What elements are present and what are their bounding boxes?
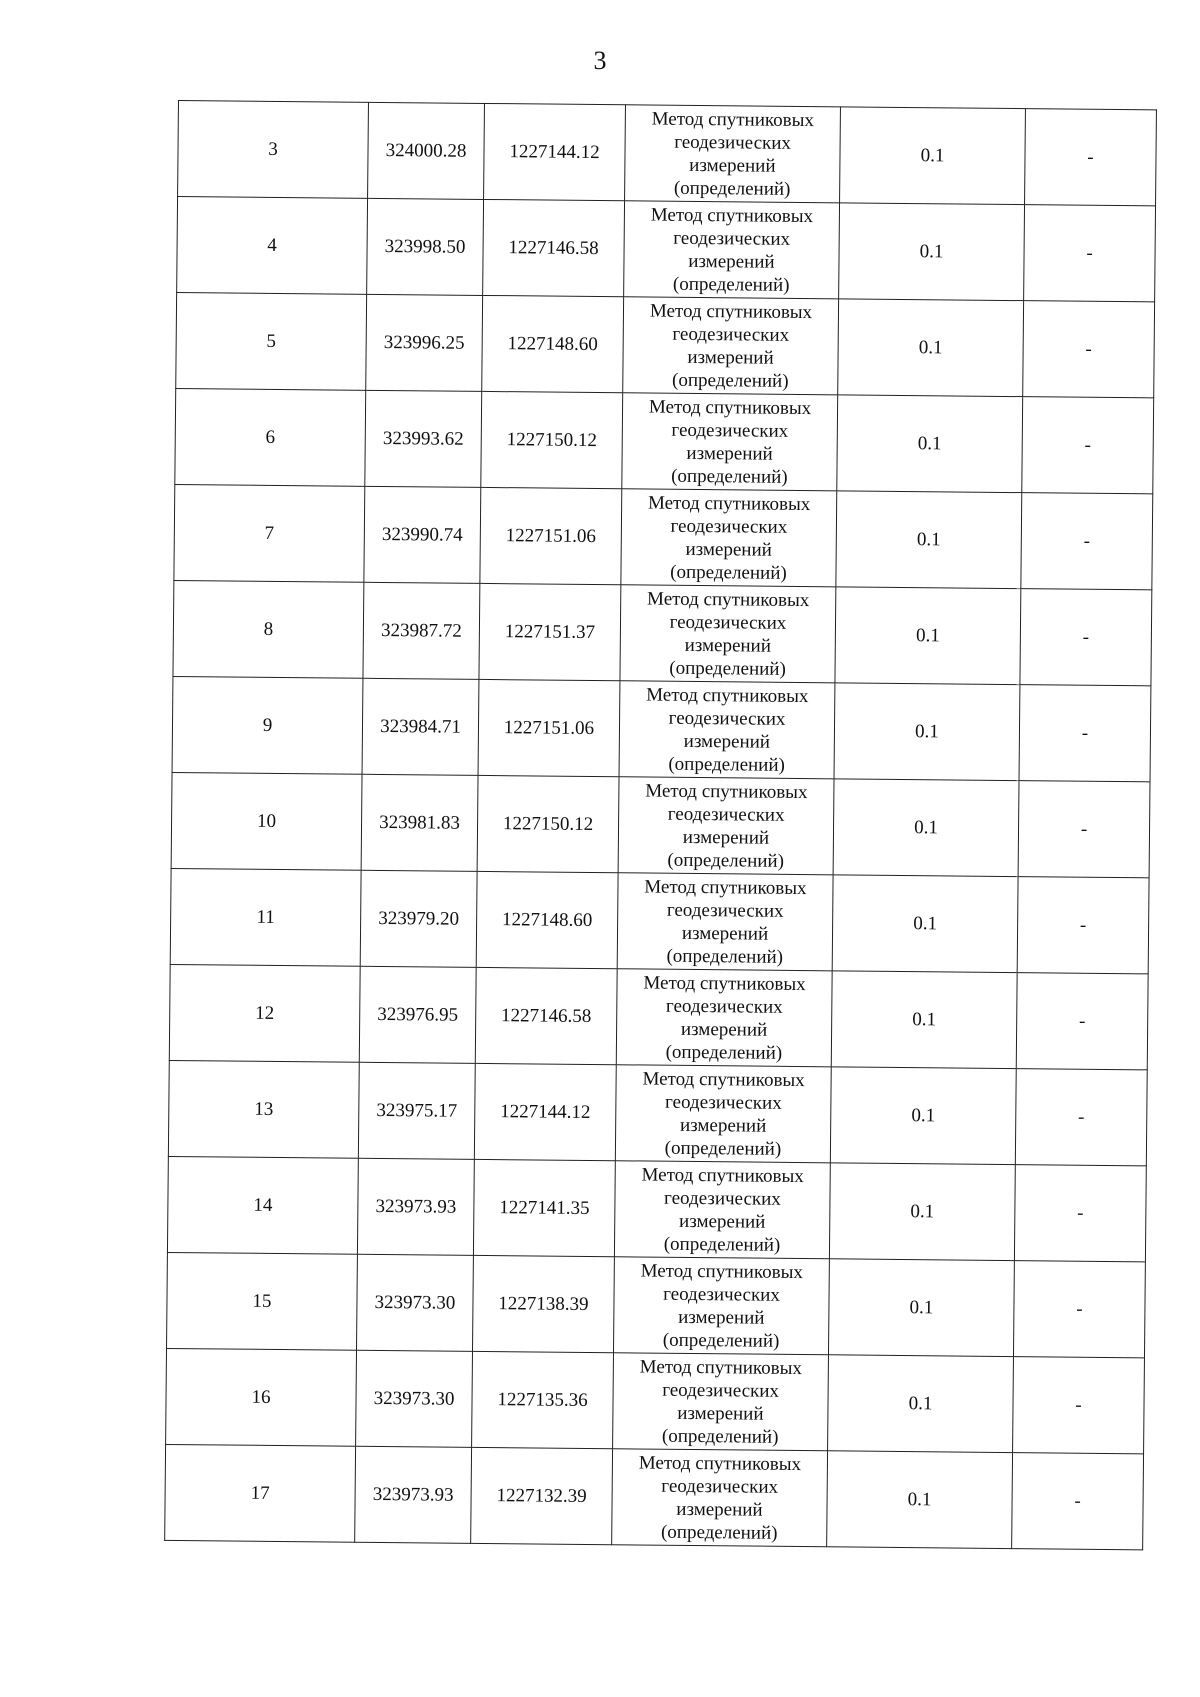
point-number-cell: 17	[165, 1444, 356, 1542]
point-number-cell: 14	[167, 1156, 358, 1254]
table-body	[165, 101, 1157, 1550]
note-cell: -	[1015, 1069, 1147, 1166]
precision-cell: 0.1	[836, 491, 1022, 589]
method-line: Метод спутниковых	[640, 1259, 804, 1283]
note-cell: -	[1023, 301, 1155, 398]
method-line: геодезических	[663, 1283, 781, 1306]
point-number-cell: 7	[174, 484, 365, 582]
point-number-cell: 13	[168, 1060, 359, 1158]
method-line: (определений)	[672, 273, 790, 296]
method-line: (определений)	[667, 849, 785, 872]
method-line: Метод спутниковых	[644, 876, 807, 899]
method-line: измерений	[678, 1306, 765, 1329]
note-cell: -	[1013, 1357, 1145, 1454]
x-coordinate-cell: 323981.83	[361, 774, 478, 871]
y-coordinate-cell: 1227150.12	[481, 391, 623, 488]
method-cell	[614, 1161, 830, 1259]
precision-cell: 0.1	[840, 107, 1026, 205]
precision-cell: 0.1	[838, 299, 1024, 397]
precision-cell: 0.1	[833, 779, 1019, 877]
method-line: измерений	[679, 1114, 767, 1137]
x-coordinate-cell: 324000.28	[368, 102, 485, 199]
page-number: 3	[593, 46, 607, 75]
y-coordinate-cell: 1227135.36	[472, 1351, 614, 1448]
method-line: Метод спутниковых	[642, 1068, 805, 1091]
point-number-cell: 15	[167, 1252, 358, 1350]
note-cell: -	[1017, 877, 1149, 974]
method-cell	[621, 489, 837, 587]
method-line: (определений)	[663, 1233, 781, 1256]
y-coordinate-cell: 1227151.37	[479, 583, 621, 680]
method-line: Метод спутниковых	[638, 1451, 802, 1475]
table-row	[175, 388, 1154, 493]
method-line: (определений)	[673, 177, 791, 200]
method-line: (определений)	[671, 465, 788, 488]
table-row	[178, 101, 1157, 206]
method-line: измерений	[689, 154, 776, 177]
note-cell: -	[1014, 1165, 1146, 1262]
y-coordinate-cell: 1227148.60	[482, 295, 624, 392]
table-row	[166, 1348, 1145, 1453]
method-line: (определений)	[671, 369, 789, 392]
method-line: геодезических	[669, 611, 787, 634]
y-coordinate-cell: 1227144.12	[484, 103, 626, 200]
method-cell	[620, 585, 836, 683]
y-coordinate-cell: 1227141.35	[473, 1159, 615, 1256]
method-cell	[616, 969, 832, 1067]
precision-cell: 0.1	[831, 971, 1017, 1069]
table-row	[171, 772, 1150, 877]
method-cell	[613, 1257, 829, 1355]
precision-cell: 0.1	[834, 683, 1020, 781]
x-coordinate-cell: 323990.74	[364, 486, 481, 583]
method-line: измерений	[676, 1498, 763, 1521]
method-cell	[615, 1065, 831, 1163]
method-line: геодезических	[674, 131, 792, 154]
table-row	[177, 197, 1156, 302]
precision-cell: 0.1	[828, 1259, 1014, 1357]
x-coordinate-cell: 323987.72	[363, 582, 480, 679]
method-line: измерений	[686, 442, 773, 465]
precision-cell: 0.1	[828, 1355, 1014, 1453]
method-line: (определений)	[670, 561, 787, 584]
method-line: геодезических	[665, 995, 783, 1018]
x-coordinate-cell: 323979.20	[360, 870, 477, 967]
point-number-cell: 4	[177, 197, 368, 295]
method-line: (определений)	[668, 753, 786, 776]
note-cell: -	[1018, 781, 1150, 878]
x-coordinate-cell: 323973.93	[355, 1446, 472, 1543]
method-line: геодезических	[661, 1475, 779, 1498]
method-line: Метод спутниковых	[647, 588, 810, 611]
method-line: (определений)	[660, 1521, 778, 1544]
method-cell	[617, 873, 833, 971]
method-cell	[625, 105, 841, 203]
coordinates-table	[164, 100, 1157, 1550]
method-line: измерений	[688, 250, 775, 273]
y-coordinate-cell: 1227138.39	[473, 1255, 615, 1352]
method-line: геодезических	[671, 419, 789, 442]
precision-cell: 0.1	[839, 203, 1025, 301]
point-number-cell: 8	[173, 580, 364, 678]
x-coordinate-cell: 323973.93	[357, 1158, 474, 1255]
note-cell: -	[1013, 1261, 1145, 1358]
y-coordinate-cell: 1227148.60	[476, 871, 618, 968]
note-cell: -	[1020, 589, 1152, 686]
method-line: геодезических	[662, 1379, 780, 1402]
note-cell: -	[1016, 973, 1148, 1070]
point-number-cell: 6	[175, 388, 366, 486]
method-line: измерений	[679, 1210, 766, 1233]
method-line: геодезических	[666, 899, 784, 922]
point-number-cell: 12	[169, 964, 360, 1062]
y-coordinate-cell: 1227151.06	[480, 487, 622, 584]
method-line: Метод спутниковых	[649, 300, 813, 323]
method-line: (определений)	[662, 1329, 780, 1352]
x-coordinate-cell: 323998.50	[367, 198, 484, 295]
precision-cell: 0.1	[835, 587, 1021, 685]
table-row	[165, 1444, 1144, 1549]
precision-cell: 0.1	[829, 1163, 1015, 1261]
method-line: геодезических	[672, 323, 790, 346]
note-cell: -	[1024, 205, 1156, 302]
method-cell	[622, 393, 838, 491]
y-coordinate-cell: 1227146.58	[475, 967, 617, 1064]
method-line: измерений	[682, 826, 770, 849]
point-number-cell: 9	[172, 676, 363, 774]
table-row	[169, 964, 1148, 1069]
y-coordinate-cell: 1227132.39	[471, 1447, 613, 1544]
method-line: Метод спутниковых	[648, 396, 812, 419]
method-line: геодезических	[664, 1187, 781, 1210]
precision-cell: 0.1	[832, 875, 1018, 973]
point-number-cell: 5	[176, 292, 367, 390]
point-number-cell: 10	[171, 772, 362, 870]
note-cell: -	[1022, 397, 1154, 494]
method-line: Метод спутниковых	[645, 780, 808, 803]
method-cell	[612, 1449, 828, 1547]
table-row	[168, 1060, 1147, 1165]
method-line: измерений	[685, 538, 772, 561]
method-line: измерений	[683, 730, 771, 753]
y-coordinate-cell: 1227144.12	[474, 1063, 616, 1160]
method-cell	[619, 681, 835, 779]
method-line: измерений	[681, 922, 769, 945]
method-line: геодезических	[664, 1091, 782, 1114]
x-coordinate-cell: 323993.62	[365, 390, 482, 487]
precision-cell: 0.1	[830, 1067, 1016, 1165]
method-line: измерений	[677, 1402, 764, 1425]
method-line: Метод спутниковых	[639, 1355, 803, 1379]
method-cell	[618, 777, 834, 875]
method-line: (определений)	[664, 1137, 782, 1160]
method-line: измерений	[687, 346, 774, 369]
note-cell: -	[1025, 109, 1157, 206]
note-cell: -	[1021, 493, 1153, 590]
table-row	[167, 1156, 1146, 1261]
x-coordinate-cell: 323984.71	[362, 678, 479, 775]
method-line: геодезических	[667, 803, 785, 826]
method-line: (определений)	[665, 1041, 783, 1064]
method-cell	[623, 297, 839, 395]
x-coordinate-cell: 323976.95	[359, 966, 476, 1063]
point-number-cell: 16	[166, 1348, 357, 1446]
method-line: Метод спутниковых	[647, 492, 811, 515]
precision-cell: 0.1	[827, 1451, 1013, 1549]
x-coordinate-cell: 323973.30	[357, 1254, 474, 1351]
table-row	[170, 868, 1149, 973]
precision-cell: 0.1	[837, 395, 1023, 493]
y-coordinate-cell: 1227151.06	[478, 679, 620, 776]
table-row	[174, 484, 1153, 589]
method-line: геодезических	[670, 515, 788, 538]
method-line: измерений	[684, 634, 772, 657]
note-cell: -	[1019, 685, 1151, 782]
table-row	[167, 1252, 1146, 1357]
method-line: измерений	[680, 1018, 768, 1041]
method-line: (определений)	[661, 1425, 779, 1448]
method-line: Метод спутниковых	[646, 684, 809, 707]
x-coordinate-cell: 323996.25	[366, 294, 483, 391]
note-cell: -	[1012, 1453, 1144, 1550]
method-line: Метод спутниковых	[650, 204, 814, 227]
method-cell	[624, 201, 840, 299]
y-coordinate-cell: 1227150.12	[477, 775, 619, 872]
x-coordinate-cell: 323975.17	[358, 1062, 475, 1159]
table-row	[172, 676, 1151, 781]
point-number-cell: 11	[170, 868, 361, 966]
method-line: (определений)	[669, 657, 786, 680]
method-line: Метод спутниковых	[643, 972, 806, 995]
x-coordinate-cell: 323973.30	[356, 1350, 473, 1447]
method-line: Метод спутниковых	[641, 1164, 804, 1187]
y-coordinate-cell: 1227146.58	[483, 199, 625, 296]
method-line: геодезических	[673, 227, 791, 250]
coordinates-table-wrap	[164, 100, 1156, 1550]
table-row	[176, 292, 1155, 397]
method-line: геодезических	[668, 707, 786, 730]
table-row	[173, 580, 1152, 685]
method-line: Метод спутниковых	[651, 108, 815, 131]
method-line: (определений)	[666, 945, 784, 968]
point-number-cell: 3	[178, 101, 369, 199]
method-cell	[613, 1353, 829, 1451]
